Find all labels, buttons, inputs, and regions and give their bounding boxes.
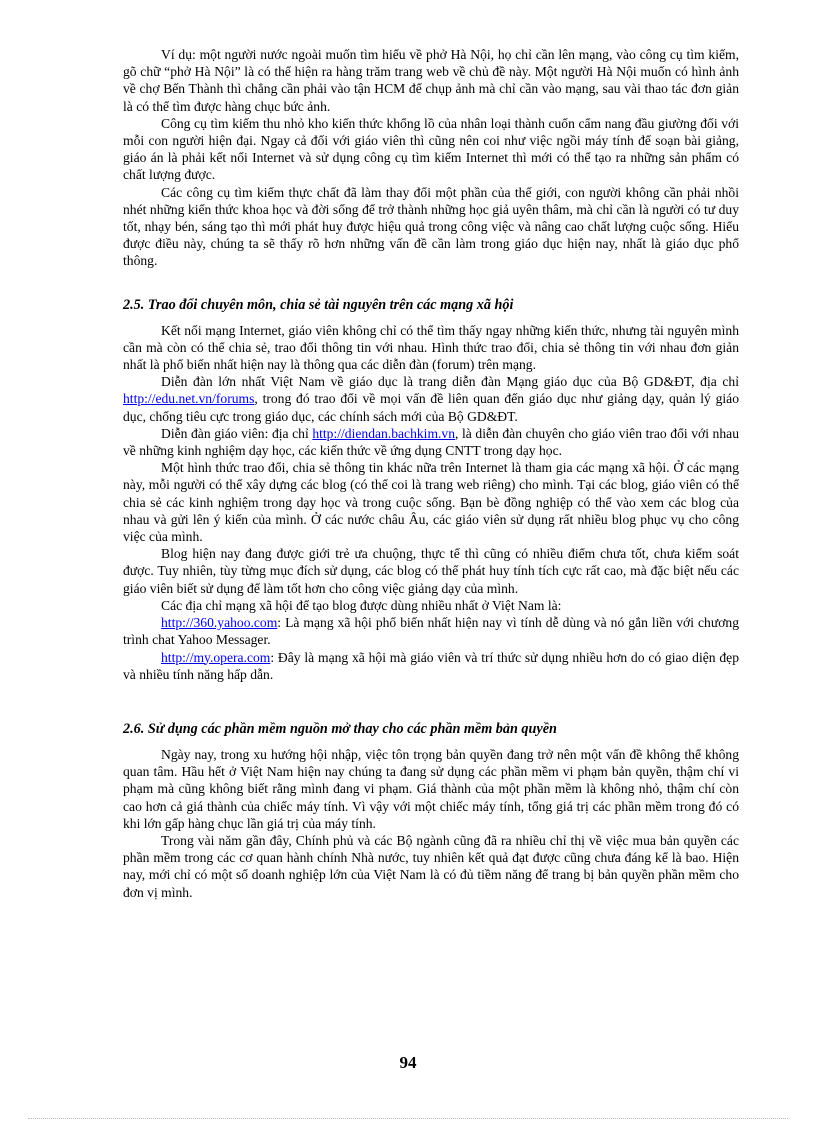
paragraph: Diễn đàn lớn nhất Việt Nam về giáo dục là trang diễn đàn Mạng giáo dục của Bộ GD&ĐT, địa chỉ http://edu.net.vn/forums, trong đó trao đổi về mọi vấn đề liên quan đến giáo dục như giảng dạy, quản lý giáo dục, chống tiêu cực trong giáo dục, các chính sách mới của Bộ GD&ĐT.	[123, 374, 739, 424]
paragraph: Ví dụ: một người nước ngoài muốn tìm hiểu về phở Hà Nội, họ chỉ cần lên mạng, vào công cụ tìm kiếm, gõ chữ “phở Hà Nội” là có thể hiện ra hàng trăm trang web về chủ đề này. Một người Hà Nội muốn có hình ảnh về chợ Bến Thành thì chẳng cần phải vào tận HCM để chụp ảnh mà chỉ cần vào mạng, sau vài thao tác đơn giản là có thể tìm được hàng chục bức ảnh.	[123, 47, 739, 114]
paragraph: http://my.opera.com: Đây là mạng xã hội mà giáo viên và trí thức sử dụng nhiều hơn do có giao diện đẹp và nhiều tính năng hấp dẫn.	[123, 649, 739, 682]
link-my-opera[interactable]: http://my.opera.com	[161, 649, 271, 665]
page-bottom-divider	[28, 1118, 788, 1119]
paragraph: Diễn đàn giáo viên: địa chỉ http://diendan.bachkim.vn, là diễn đàn chuyên cho giáo viên trao đổi với nhau về những kinh nghiệm dạy học, các kiến thức về ứng dụng CNTT trong dạy học.	[123, 425, 739, 459]
paragraph: Blog hiện nay đang được giới trẻ ưa chuộng, thực tế thì cũng có nhiều điểm chưa tốt, chưa kiểm soát được. Tuy nhiên, tùy từng mục đích sử dụng, các blog có thể phát huy tính tích cực rất cao, mà đặc biệt nếu các giáo viên biết sử dụng để làm tốt hơn cho công việc giảng dạy của mình.	[123, 546, 739, 596]
section-heading-2-6: 2.6. Sử dụng các phần mềm nguồn mở thay cho các phần mềm bản quyền	[123, 720, 557, 737]
link-360-yahoo[interactable]: http://360.yahoo.com	[161, 615, 278, 631]
paragraph: Ngày nay, trong xu hướng hội nhập, việc tôn trọng bản quyền đang trở nên một vấn đề không thể không quan tâm. Hầu hết ở Việt Nam hiện nay chúng ta đang sử dụng các phần mềm vi phạm bản quyền, thậm chí vi phạm mà cũng không biết rằng mình đang vi phạm. Giá thành của một phần mềm là không nhỏ, thậm chí còn cao hơn cả giá thành của chiếc máy tính. Vì vậy với một chiếc máy tính, tổng giá trị các phần mềm trong đó có khi lớn gấp hàng chục lần giá trị của máy tính.	[123, 746, 739, 831]
paragraph: http://360.yahoo.com: Là mạng xã hội phổ biến nhất hiện nay vì tính dễ dùng và nó gắn liền với chương trình chat Yahoo Messager.	[123, 615, 739, 648]
paragraph: Các công cụ tìm kiếm thực chất đã làm thay đổi một phần của thế giới, con người không cần phải nhồi nhét những kiến thức khoa học và đời sống để trở thành những học giả uyên thâm, mà chỉ cần là người có tư duy tốt, nhạy bén, sáng tạo thì mới phát huy được hiệu quả trong công việc và nâng cao chất lượng cuộc sống. Hiểu được điều này, chúng ta sẽ thấy rõ hơn những vấn đề cần làm trong giáo dục hiện nay, nhất là giáo dục phổ thông.	[123, 184, 739, 269]
paragraph: Các địa chỉ mạng xã hội để tạo blog được dùng nhiều nhất ở Việt Nam là:	[161, 597, 562, 613]
paragraph: Trong vài năm gần đây, Chính phủ và các Bộ ngành cũng đã ra nhiều chỉ thị về việc mua bản quyền các phần mềm trong các cơ quan hành chính Nhà nước, tuy nhiên kết quả đạt được cũng chưa đáng kể là bao. Hiện nay, mới chỉ có một số doanh nghiệp lớn của Việt Nam là có đủ tiềm năng để trang bị bản quyền phần mềm cho đơn vị mình.	[123, 832, 739, 900]
paragraph: Kết nối mạng Internet, giáo viên không chỉ có thể tìm thấy ngay những kiến thức, nhưng tài nguyên mình cần mà còn có thể chia sẻ, trao đổi thông tin với nhau. Hình thức trao đổi, chia sẻ thông tin với nhau đơn giản nhất là phổ biến nhất hiện nay là thông qua các diễn đàn (forum) trên mạng.	[123, 322, 739, 373]
paragraph: Công cụ tìm kiếm thu nhỏ kho kiến thức khổng lồ của nhân loại thành cuốn cẩm nang đầu giường đối với mỗi con người hiện đại. Ngay cả đối với giáo viên thì cũng nên coi như việc ngồi máy tính để soạn bài giảng, giáo án là phải kết nối Internet và sử dụng công cụ tìm kiếm Internet thì mới có thể tạo ra những sản phẩm có chất lượng được.	[123, 115, 739, 183]
section-heading-2-5: 2.5. Trao đổi chuyên môn, chia sẻ tài nguyên trên các mạng xã hội	[123, 296, 514, 313]
document-page	[123, 46, 739, 901]
link-diendan-bachkim[interactable]: http://diendan.bachkim.vn	[312, 425, 456, 441]
page-number: 94	[399, 1053, 417, 1072]
paragraph: Một hình thức trao đổi, chia sẻ thông tin khác nữa trên Internet là tham gia các mạng xã hội. Ở các mạng này, mỗi người có thể xây dựng các blog (có thể coi là trang web riêng) cho mình. Tại các blog, giáo viên có thể chia sẻ các kinh nghiệm trong dạy học và trong cuộc sống. Bạn bè đồng nghiệp có thể vào xem các blog của nhau và gửi lên ý kiến của mình. Ở các nước châu Âu, các giáo viên sử dụng rất nhiều blog phục vụ cho công việc của mình.	[123, 460, 739, 545]
link-edu-forums[interactable]: http://edu.net.vn/forums	[123, 391, 255, 407]
